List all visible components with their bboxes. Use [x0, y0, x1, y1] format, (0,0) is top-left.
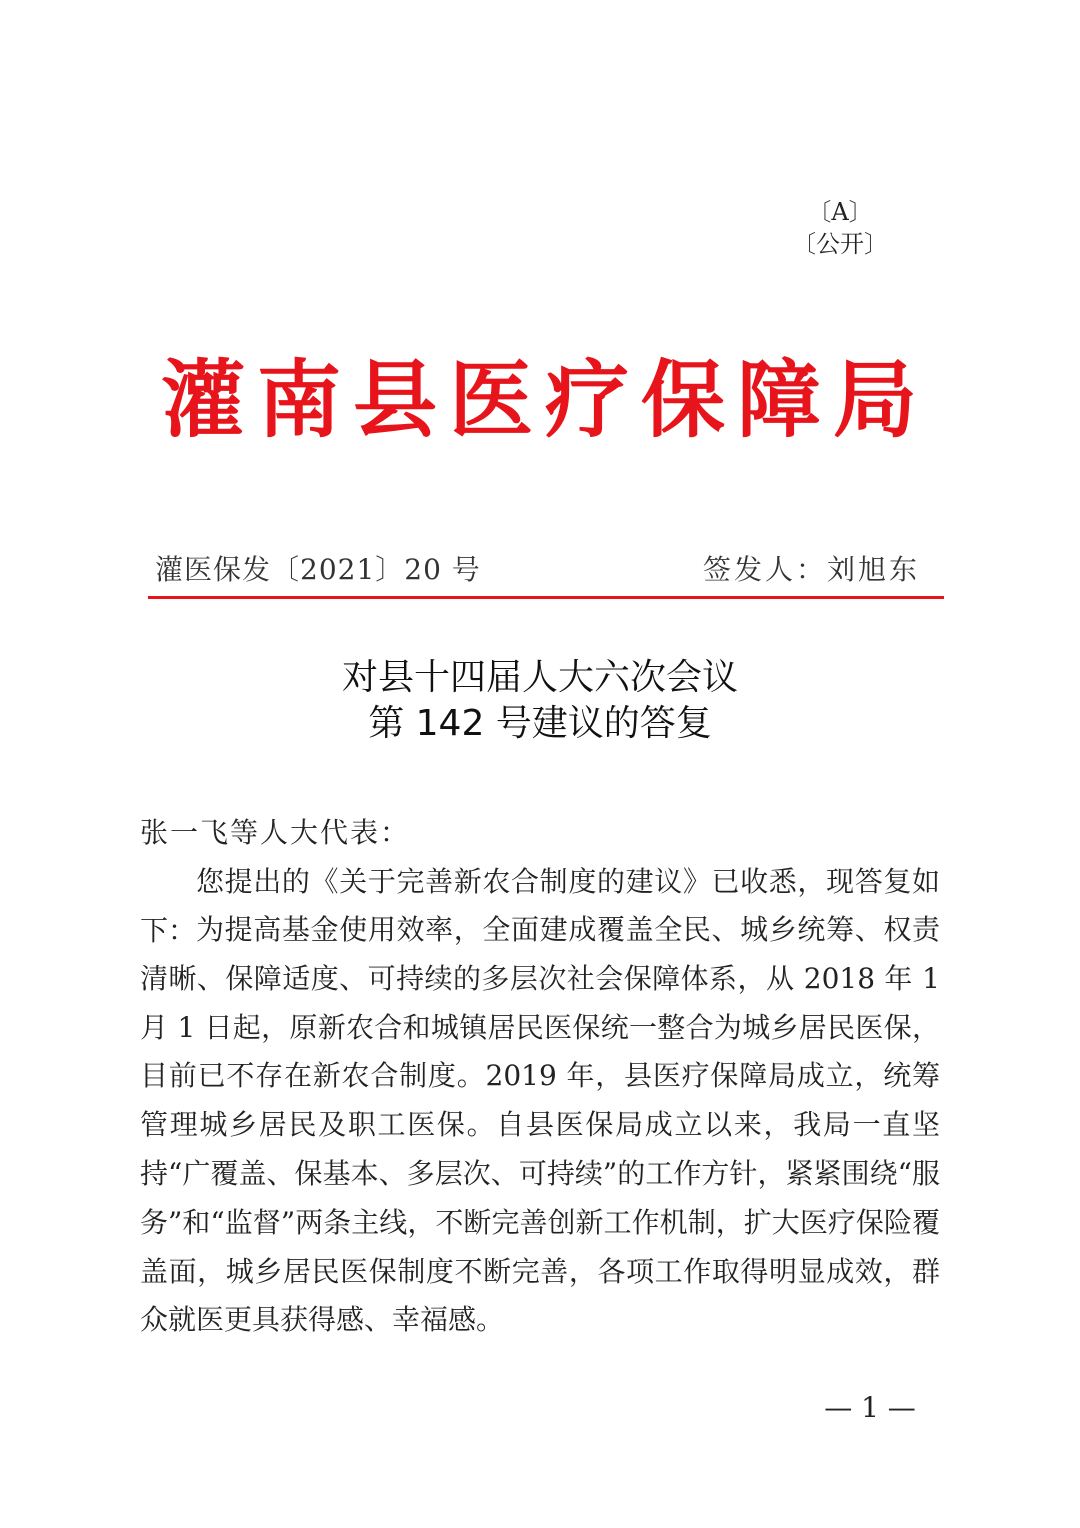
disclosure-status: 〔公开〕: [792, 230, 888, 258]
salutation: 张一飞等人大代表：: [140, 816, 411, 849]
paragraph-2: 为提高基金使用效率，全面建成覆盖全民、城乡统筹、权责清晰、保障适度、可持续的多层次社会保障体系，从 2018 年 1 月 1 日起，原新农合和城镇居民医保统一整合为城乡居民医保，目前已不存在新农合制度。2019 年，县医疗保障局成立，统筹管理城乡居民及职工医保。自县医保局成立以来，我局一直坚持“广覆盖、保基本、多层次、可持续”的工作方针，紧紧围绕“服务”和“监督”两条主线，不断完善创新工作机制，扩大医疗保险覆盖面，城乡居民医保制度不断完善，各项工作取得明显成效，群众就医更具获得感、幸福感。: [140, 913, 940, 1337]
paragraph-1: 您提出的《关于完善新农合制度的建议》已收悉，现答复如下：: [140, 865, 940, 947]
title-line-2: 第 142 号建议的答复: [368, 703, 712, 744]
document-title: [0, 655, 1080, 747]
red-divider: [148, 596, 944, 599]
page-number: — 1 —: [824, 1391, 916, 1424]
signer: 签发人：刘旭东: [702, 553, 920, 586]
title-line-1: 对县十四届人大六次会议: [341, 657, 738, 698]
class-level: 〔A〕: [807, 198, 873, 226]
organization-title: 灌南县医疗保障局: [160, 351, 929, 449]
classification-mark: [790, 196, 890, 260]
document-number: 灌医保发〔2021〕20 号: [155, 553, 481, 586]
